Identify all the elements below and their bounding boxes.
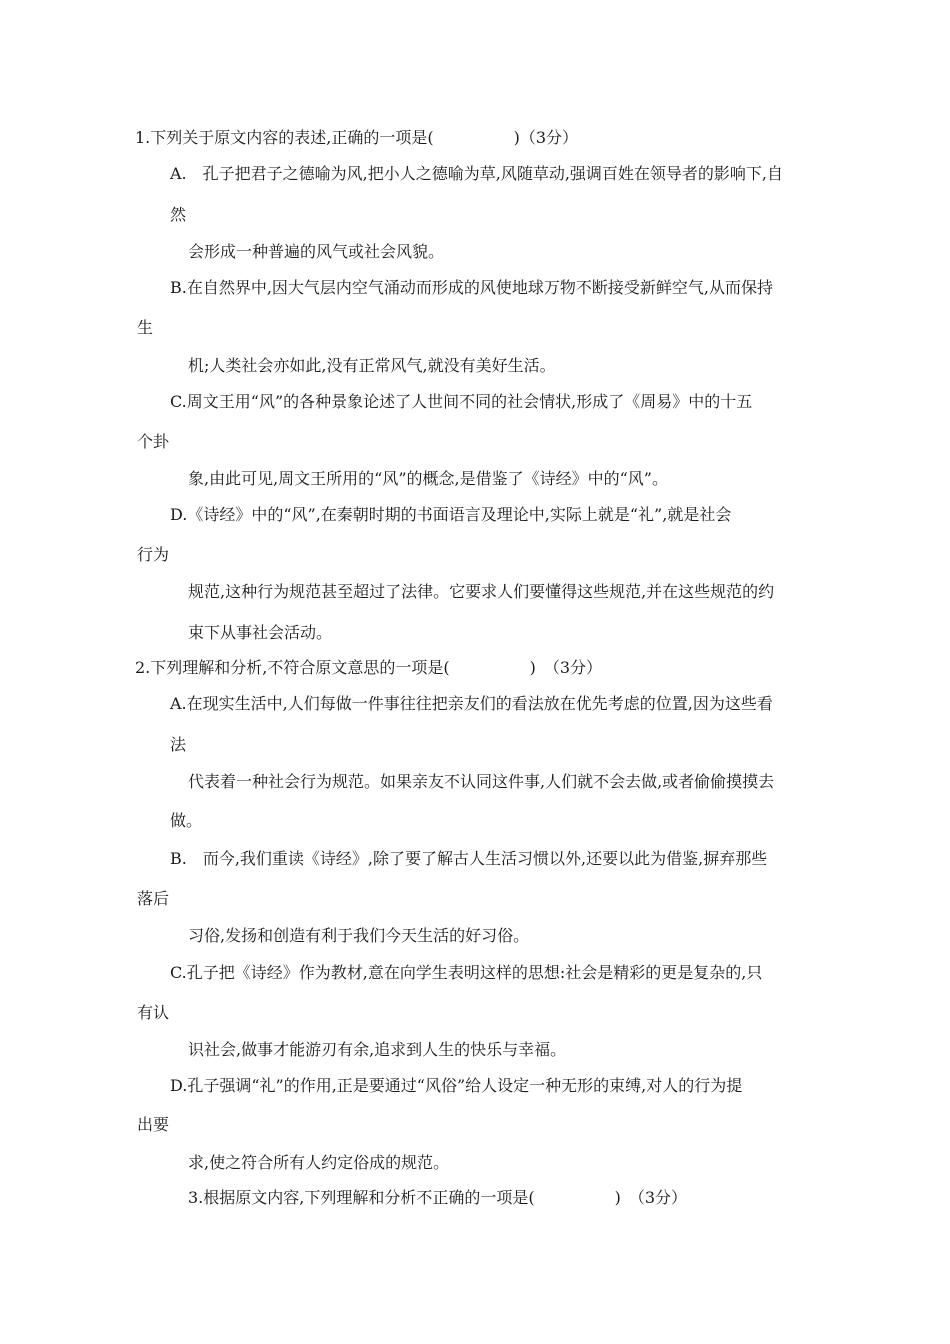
q1-option-c-line-2: 个卦 <box>137 432 170 451</box>
q2-option-b-line-3: 习俗,发扬和创造有利于我们今天生活的好习俗。 <box>188 926 530 945</box>
q2-option-c-line-1: C.孔子把《诗经》作为教材,意在向学生表明这样的思想:社会是精彩的更是复杂的,只 <box>170 963 763 982</box>
q2-option-d-line-1: D.孔子强调“礼”的作用,正是要通过“风俗”给人设定一种无形的束缚,对人的行为提 <box>170 1076 743 1095</box>
q1-option-d-line-2: 行为 <box>137 545 170 564</box>
q1-option-a-line-2: 然 <box>170 205 187 224</box>
q2-option-d-line-3: 求,使之符合所有人约定俗成的规范。 <box>188 1153 450 1172</box>
q1-option-a-line-1: A. 孔子把君子之德喻为风,把小人之德喻为草,风随草动,强调百姓在领导者的影响下,自 <box>170 164 783 183</box>
q2-option-c-line-3: 识社会,做事才能游刃有余,追求到人生的快乐与幸福。 <box>188 1040 567 1059</box>
q1-option-c-line-3: 象,由此可见,周文王所用的“风”的概念,是借鉴了《诗经》中的“风”。 <box>188 469 668 488</box>
question-1-stem: 1.下列关于原文内容的表述,正确的一项是( )（3分） <box>135 128 579 147</box>
q2-option-d-line-2: 出要 <box>137 1115 170 1134</box>
q1-option-d-line-3: 规范,这种行为规范甚至超过了法律。它要求人们要懂得这些规范,并在这些规范的约 <box>188 582 775 601</box>
q2-option-b-line-2: 落后 <box>137 889 170 908</box>
question-3-stem: 3.根据原文内容,下列理解和分析不正确的一项是( ) （3分） <box>188 1188 688 1207</box>
q1-option-a-line-3: 会形成一种普遍的风气或社会风貌。 <box>188 242 445 261</box>
q1-option-d-line-4: 束下从事社会活动。 <box>188 623 333 642</box>
q1-option-c-line-1: C.周文王用“风”的各种景象论述了人世间不同的社会情状,形成了《周易》中的十五 <box>170 392 753 411</box>
q2-option-a-line-1: A.在现实生活中,人们每做一件事往往把亲友们的看法放在优先考虑的位置,因为这些看 <box>170 694 773 713</box>
q2-option-c-line-2: 有认 <box>137 1003 170 1022</box>
q2-option-b-line-1: B. 而今,我们重读《诗经》,除了要了解古人生活习惯以外,还要以此为借鉴,摒弃那些 <box>170 849 768 868</box>
q1-option-b-line-1: B.在自然界中,因大气层内空气涌动而形成的风使地球万物不断接受新鲜空气,从而保持 <box>170 278 774 297</box>
q1-option-b-line-3: 机;人类社会亦如此,没有正常风气,就没有美好生活。 <box>188 356 556 375</box>
q1-option-b-line-2: 生 <box>137 318 154 337</box>
question-2-stem: 2.下列理解和分析,不符合原文意思的一项是( ) （3分） <box>135 658 603 677</box>
q2-option-a-line-3: 代表着一种社会行为规范。如果亲友不认同这件事,人们就不会去做,或者偷偷摸摸去 <box>188 772 775 791</box>
q2-option-a-line-4: 做。 <box>170 811 203 830</box>
q2-option-a-line-2: 法 <box>170 735 187 754</box>
q1-option-d-line-1: D.《诗经》中的“风”,在秦朝时期的书面语言及理论中,实际上就是“礼”,就是社会 <box>170 505 732 524</box>
